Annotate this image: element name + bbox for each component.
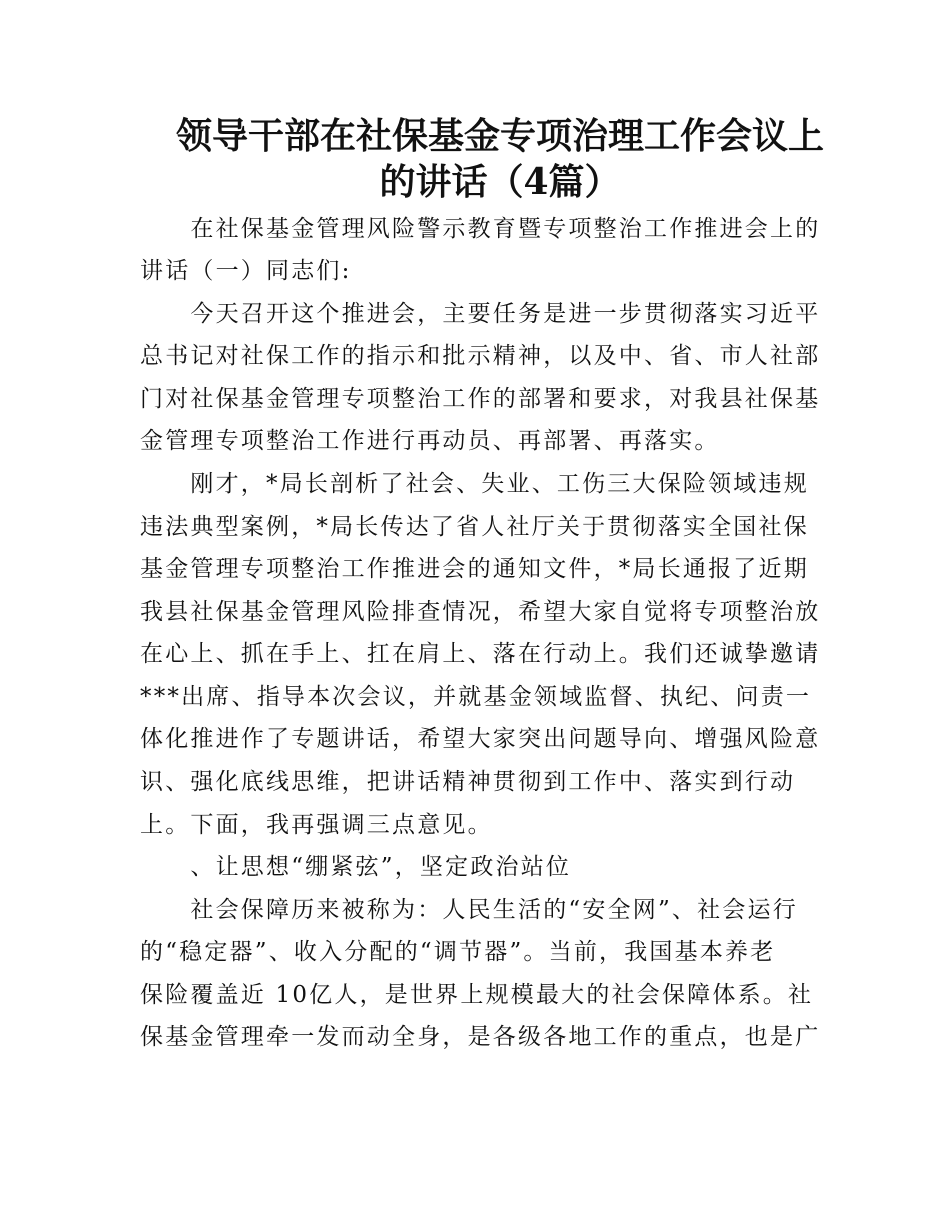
body-line-6: 金管理专项整治工作进行再动员、再部署、再落实。 (140, 428, 720, 454)
body-line-7: 刚才，*局长剖析了社会、失业、工伤三大保险领域违规 (140, 471, 809, 497)
body-line-15: 上。下面，我再强调三点意见。 (140, 812, 493, 838)
document-title-line-2: 的讲话（4篇） (379, 161, 621, 203)
body-line-19: 保险覆盖近 10亿人，是世界上规模最大的社会保障体系。社 (140, 982, 814, 1008)
section-heading-1: 、让思想“绷紧弦”，坚定政治站位 (140, 854, 572, 880)
body-line-2: 讲话（一）同志们: (140, 258, 352, 284)
body-line-10: 我县社保基金管理风险排查情况，希望大家自觉将专项整治放 (140, 599, 821, 625)
body-line-20: 保基金管理牵一发而动全身，是各级各地工作的重点，也是广 (140, 1024, 821, 1050)
body-line-14: 识、强化底线思维，把讲话精神贯彻到工作中、落实到行动 (140, 769, 796, 795)
body-line-12: ***出席、指导本次会议，并就基金领域监督、执纪、问责一 (140, 684, 812, 710)
body-line-13: 体化推进作了专题讲话，希望大家突出问题导向、增强风险意 (140, 726, 821, 752)
body-line-18: 的“稳定器”、收入分配的“调节器”。当前，我国基本养老 (140, 939, 776, 965)
body-line-8: 违法典型案例，*局长传达了省人社厅关于贯彻落实全国社保 (140, 514, 809, 540)
document-title-line-1: 领导干部在社保基金专项治理工作会议上 (175, 115, 824, 157)
body-line-4: 总书记对社保工作的指示和批示精神，以及中、省、市人社部 (140, 343, 821, 369)
body-line-1: 在社保基金管理风险警示教育暨专项整治工作推进会上的 (140, 216, 821, 242)
body-line-9: 基金管理专项整治工作推进会的通知文件，*局长通报了近期 (140, 556, 809, 582)
body-line-11: 在心上、抓在手上、扛在肩上、落在行动上。我们还诚挚邀请 (140, 641, 821, 667)
body-line-3: 今天召开这个推进会，主要任务是进一步贯彻落实习近平 (140, 301, 821, 327)
body-line-17: 社会保障历来被称为：人民生活的“安全网”、社会运行 (140, 897, 798, 923)
body-line-5: 门对社保基金管理专项整治工作的部署和要求，对我县社保基 (140, 386, 821, 412)
